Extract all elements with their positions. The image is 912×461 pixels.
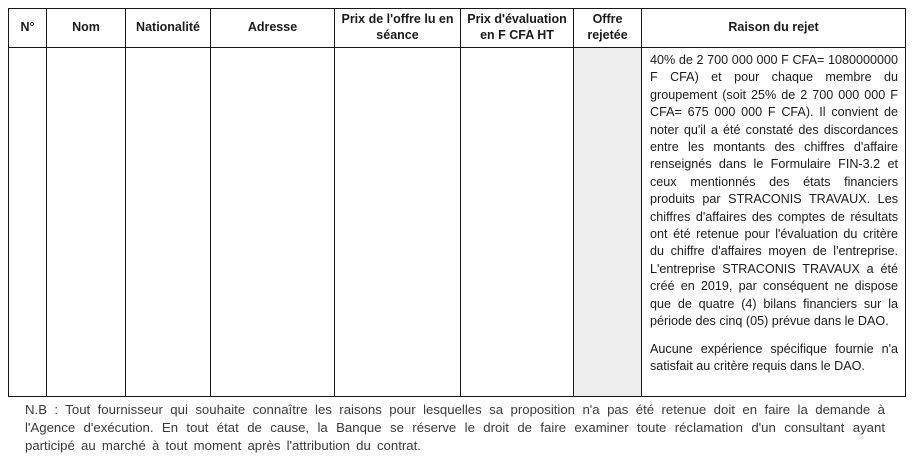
table-header-row	[9, 9, 906, 48]
rejection-reason-paragraph-2: Aucune expérience spécifique fournie n'a satisfait au critère requis dans le DAO.	[650, 341, 898, 373]
cell-nom	[47, 48, 126, 397]
cell-prix-evaluation	[461, 48, 574, 397]
header-cell-raison-rejet: Raison du rejet	[642, 9, 906, 48]
nb-footnote: N.B : Tout fournisseur qui souhaite connaître les raisons pour lesquelles sa proposition n'a pas été retenue doit en faire la demande à l'Agence d'exécution. En tout état de cause, la Banque se réserve le droit de faire examiner toute réclamation d'un consultant ayant participé au marché à tout moment après l'attribution du contrat.	[25, 402, 885, 453]
header-cell-numero: N°	[9, 9, 47, 48]
header-cell-adresse: Adresse	[211, 9, 335, 48]
offers-evaluation-table	[8, 8, 906, 397]
table-row	[9, 48, 906, 397]
cell-raison-rejet	[642, 48, 906, 397]
header-cell-nom: Nom	[47, 9, 126, 48]
cell-prix-offre	[335, 48, 461, 397]
header-cell-nationalite: Nationalité	[126, 9, 211, 48]
header-cell-prix-offre: Prix de l'offre lu en séance	[335, 9, 461, 48]
cell-numero	[9, 48, 47, 397]
header-cell-offre-rejetee: Offre rejetée	[574, 9, 642, 48]
cell-adresse	[211, 48, 335, 397]
rejection-reason-paragraph-1: 40% de 2 700 000 000 F CFA= 1080000000 F CFA) et pour chaque membre du groupement (soit 25% de 2 700 000 000 F CFA= 675 000 000 F CFA). Il convient de noter qu'il a été constaté des discordances entre les montants des chiffres d'affaire renseignés dans le Formulaire FIN-3.2 et ceux mentionnés des états financiers produits par STRACONIS TRAVAUX. Les chiffres d'affaires des comptes de résultats ont été retenue pour l'évaluation du critère du chiffre d'affaires moyen de l'entreprise. L'entreprise STRACONIS TRAVAUX a été créé en 2019, par conséquent ne dispose que de quatre (4) bilans financiers sur la période des cinq (05) prévue dans le DAO.	[650, 53, 898, 329]
cell-offre-rejetee	[574, 48, 642, 397]
header-cell-prix-evaluation: Prix d'évaluation en F CFA HT	[461, 9, 574, 48]
cell-nationalite	[126, 48, 211, 397]
